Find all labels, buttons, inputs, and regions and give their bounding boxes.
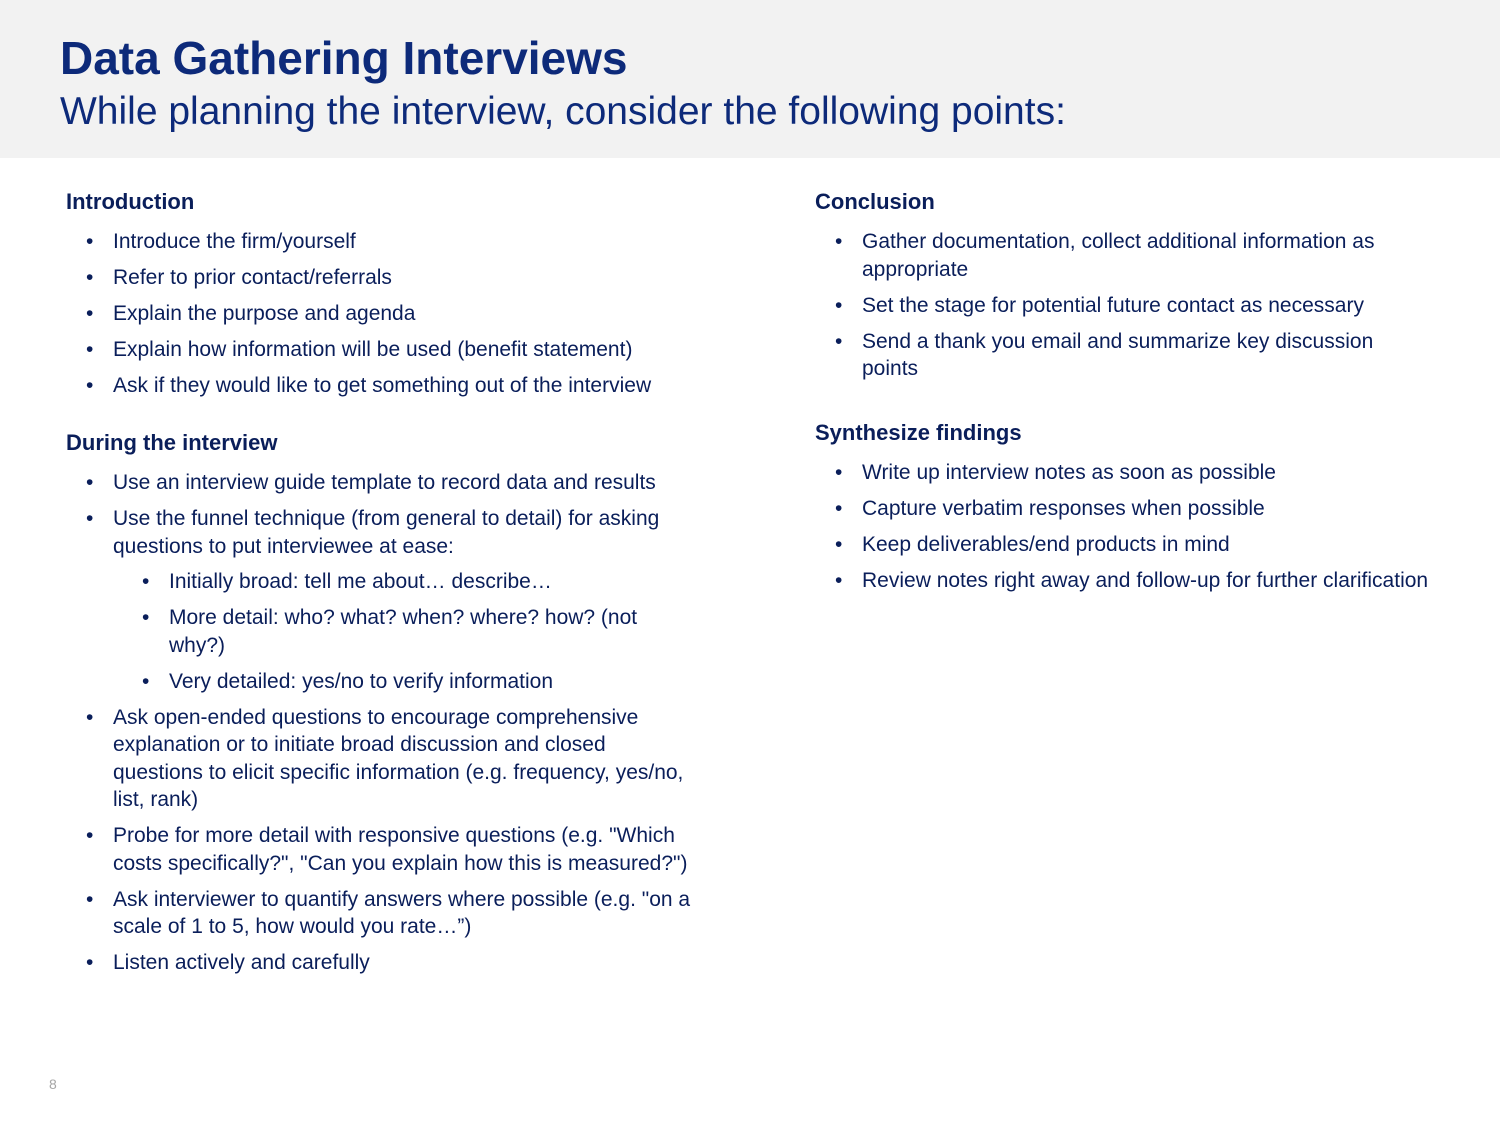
introduction-heading: Introduction — [66, 189, 195, 214]
list-item: • Probe for more detail with responsive questions (e.g. "Which costs specifically?", "Can you explain how this is measured?") — [113, 822, 696, 877]
page-title: Data Gathering Interviews — [60, 32, 628, 84]
list-item: • Write up interview notes as soon as possible — [862, 459, 1435, 487]
list-item: • Send a thank you email and summarize key discussion points — [862, 328, 1435, 383]
list-item: • Ask open-ended questions to encourage comprehensive explanation or to initiate broad discussion and closed questions to elicit specific information (e.g. frequency, yes/no, list, rank) — [113, 704, 696, 814]
list-item: • Ask if they would like to get something out of the interview — [113, 372, 696, 400]
right-column — [815, 186, 1435, 603]
synthesize-section — [815, 417, 1435, 595]
left-column — [66, 186, 696, 985]
conclusion-heading: Conclusion — [815, 189, 935, 214]
list-item: • Explain how information will be used (benefit statement) — [113, 336, 696, 364]
list-item: • Listen actively and carefully — [113, 949, 696, 977]
list-item-text: Use the funnel technique (from general to detail) for asking questions to put interviewee at ease: — [113, 507, 660, 558]
list-item — [113, 505, 696, 695]
introduction-section — [66, 186, 696, 400]
synthesize-list — [815, 459, 1435, 595]
list-item: • Introduce the firm/yourself — [113, 228, 696, 256]
sub-list-item: • More detail: who? what? when? where? how? (not why?) — [169, 604, 696, 659]
sub-list-item: • Very detailed: yes/no to verify information — [169, 668, 696, 696]
list-item: • Ask interviewer to quantify answers where possible (e.g. "on a scale of 1 to 5, how would you rate…”) — [113, 886, 696, 941]
list-item: • Capture verbatim responses when possible — [862, 495, 1435, 523]
conclusion-list — [815, 228, 1435, 383]
list-item: • Use an interview guide template to record data and results — [113, 469, 696, 497]
funnel-sub-list — [113, 568, 696, 695]
synthesize-heading: Synthesize findings — [815, 420, 1022, 445]
introduction-list — [66, 228, 696, 400]
list-item: • Gather documentation, collect additional information as appropriate — [862, 228, 1435, 283]
during-interview-section — [66, 427, 696, 977]
during-interview-heading: During the interview — [66, 430, 278, 455]
conclusion-section — [815, 186, 1435, 383]
list-item: • Explain the purpose and agenda — [113, 300, 696, 328]
list-item: • Keep deliverables/end products in mind — [862, 531, 1435, 559]
during-interview-list — [66, 469, 696, 977]
list-item: • Review notes right away and follow-up for further clarification — [862, 567, 1435, 595]
list-item: • Refer to prior contact/referrals — [113, 264, 696, 292]
header-band — [0, 0, 1500, 158]
list-item: • Set the stage for potential future contact as necessary — [862, 292, 1435, 320]
page-number: 8 — [49, 1076, 57, 1092]
sub-list-item: • Initially broad: tell me about… describe… — [169, 568, 696, 596]
page-subtitle: While planning the interview, consider the following points: — [60, 90, 1066, 133]
